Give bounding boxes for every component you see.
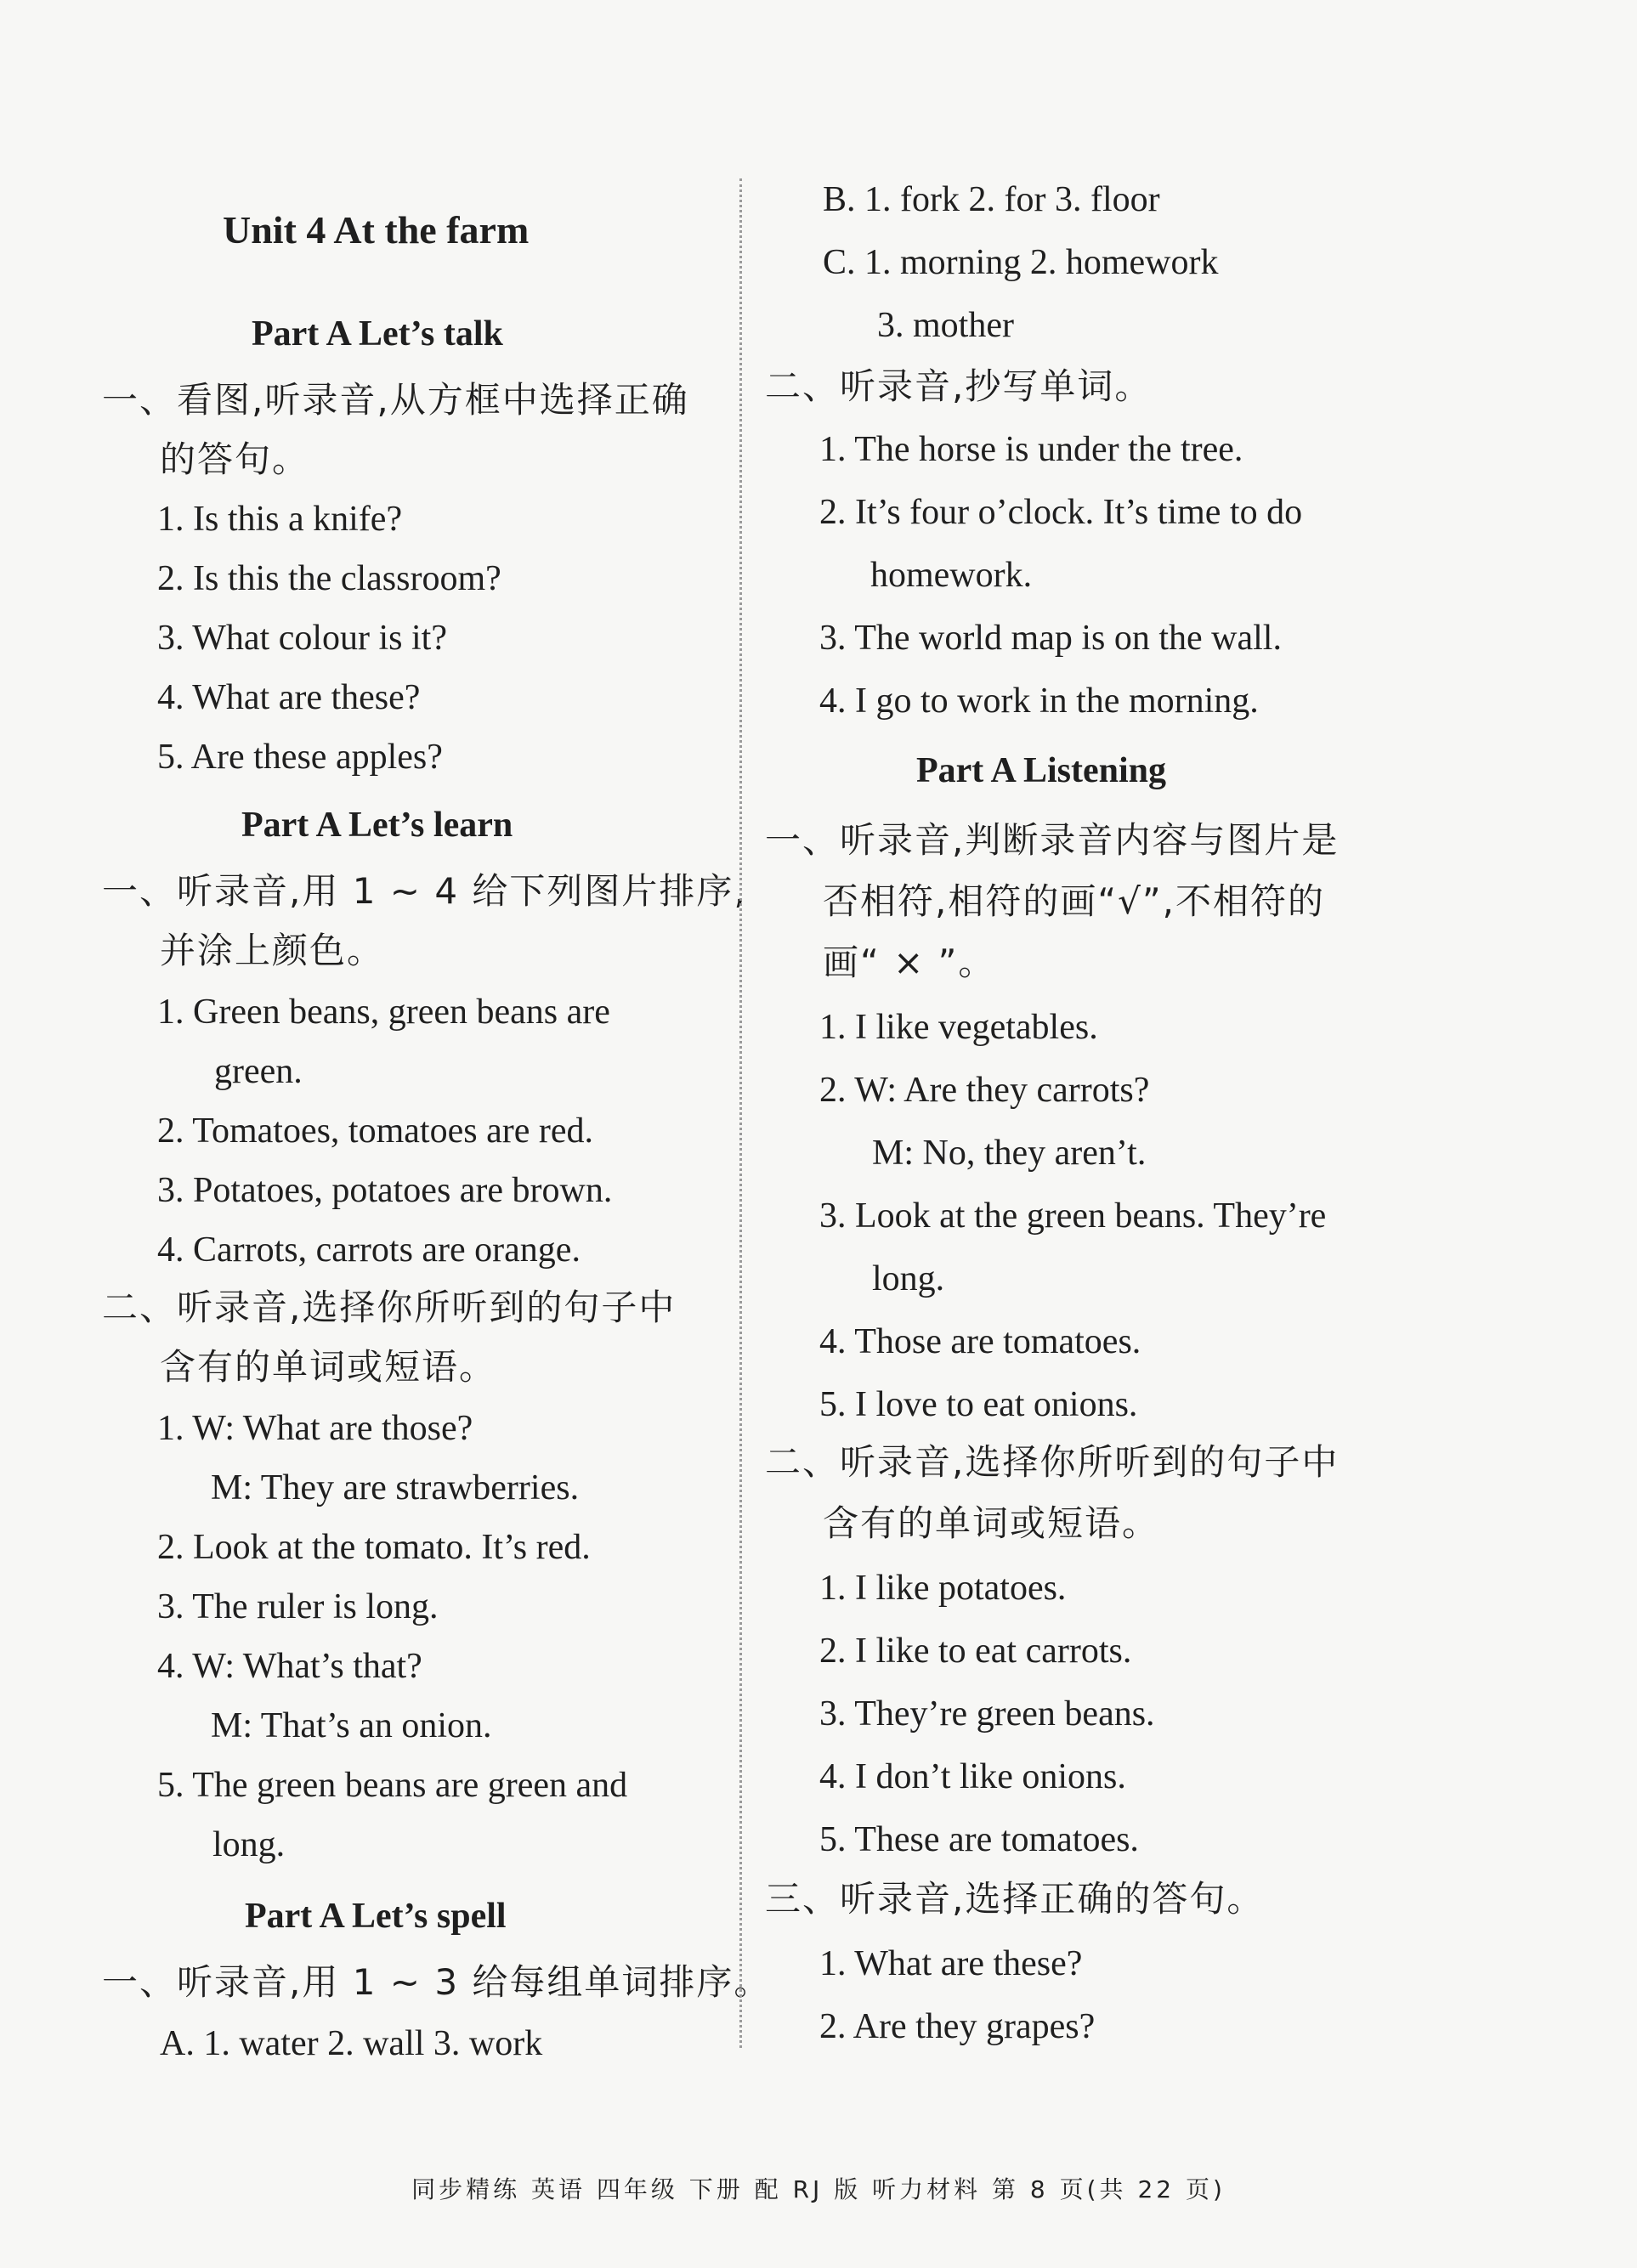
instruction: 三、听录音,选择正确的答句。 [765,1878,1265,1920]
list-item-continued: long. [212,1825,286,1864]
list-item-continued: M: No, they aren’t. [872,1134,1147,1173]
list-item: 1. W: What are those? [157,1409,473,1448]
list-item: 2. It’s four o’clock. It’s time to do [819,493,1303,532]
instruction-continued: 含有的单词或短语。 [823,1502,1160,1544]
list-item: 5. These are tomatoes. [819,1820,1139,1859]
page-footer: 同步精练 英语 四年级 下册 配 RJ 版 听力材料 第 8 页(共 22 页) [411,2175,1226,2203]
answer-group-c-continued: 3. mother [877,306,1014,345]
list-item: 3. Potatoes, potatoes are brown. [157,1171,613,1210]
list-item: 1. I like vegetables. [819,1008,1098,1047]
instruction-continued: 并涂上颜色。 [160,930,385,971]
list-item-continued: green. [214,1052,303,1091]
list-item: 5. I love to eat onions. [819,1385,1138,1424]
list-item: 3. What colour is it? [157,619,447,658]
list-item: 2. I like to eat carrots. [819,1632,1132,1671]
instruction: 一、听录音,用 1 ~ 4 给下列图片排序, [102,870,747,912]
list-item: 1. The horse is under the tree. [819,430,1243,469]
answer-group-c: C. 1. morning 2. homework [823,243,1219,282]
list-item-continued: long. [872,1259,945,1298]
section-heading-lets-talk: Part A Let’s talk [252,314,503,353]
list-item: 2. Tomatoes, tomatoes are red. [157,1111,593,1151]
list-item: 5. The green beans are green and [157,1766,628,1805]
list-item: 2. Look at the tomato. It’s red. [157,1528,591,1567]
answer-group-b: B. 1. fork 2. for 3. floor [823,180,1160,219]
list-item: 4. What are these? [157,678,421,717]
list-item: 2. Is this the classroom? [157,559,501,598]
list-item-continued: M: They are strawberries. [211,1468,580,1507]
list-item: 3. Look at the green beans. They’re [819,1196,1327,1236]
instruction: 二、听录音,选择你所听到的句子中 [765,1441,1340,1483]
list-item: 2. Are they grapes? [819,2007,1096,2046]
list-item: 4. I go to work in the morning. [819,682,1259,721]
list-item: 1. Green beans, green beans are [157,993,610,1032]
column-divider [739,178,742,2048]
instruction-continued: 否相符,相符的画“√”,不相符的 [823,880,1325,922]
instruction: 二、听录音,抄写单词。 [765,365,1153,407]
section-heading-listening: Part A Listening [916,751,1167,790]
list-item: 1. Is this a knife? [157,500,403,539]
list-item: 4. Those are tomatoes. [819,1322,1141,1361]
instruction: 一、看图,听录音,从方框中选择正确 [102,379,689,421]
list-item-continued: homework. [870,556,1033,595]
list-item: 1. I like potatoes. [819,1569,1067,1608]
instruction-continued: 含有的单词或短语。 [160,1346,497,1388]
list-item: 3. The world map is on the wall. [819,619,1282,658]
instruction: 二、听录音,选择你所听到的句子中 [102,1287,677,1328]
answer-group-a: A. 1. water 2. wall 3. work [160,2024,543,2063]
instruction: 一、听录音,用 1 ~ 3 给每组单词排序。 [102,1961,772,2003]
unit-title: Unit 4 At the farm [223,208,530,252]
list-item: 2. W: Are they carrots? [819,1071,1150,1110]
list-item: 1. What are these? [819,1944,1083,1983]
instruction-continued: 的答句。 [160,438,310,480]
list-item: 3. The ruler is long. [157,1587,439,1626]
section-heading-lets-learn: Part A Let’s learn [241,806,513,845]
list-item-continued: M: That’s an onion. [211,1706,492,1745]
list-item: 5. Are these apples? [157,738,443,777]
list-item: 4. I don’t like onions. [819,1757,1126,1796]
list-item: 4. Carrots, carrots are orange. [157,1230,581,1270]
list-item: 3. They’re green beans. [819,1694,1155,1734]
section-heading-lets-spell: Part A Let’s spell [245,1897,507,1936]
instruction-continued: 画“ × ”。 [823,942,996,983]
list-item: 4. W: What’s that? [157,1647,422,1686]
instruction: 一、听录音,判断录音内容与图片是 [765,819,1340,861]
